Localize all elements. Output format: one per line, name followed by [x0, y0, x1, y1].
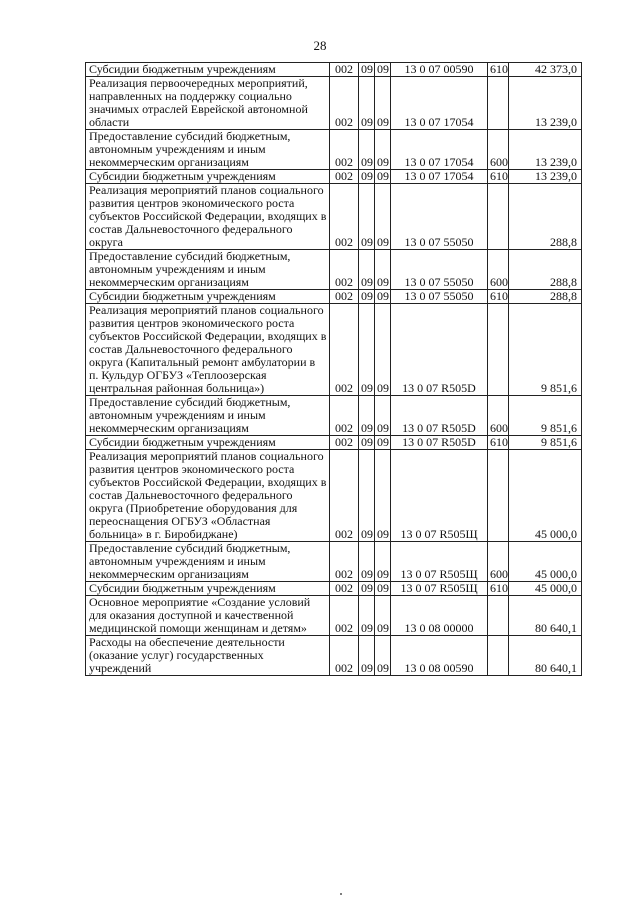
expense-type-cell: [488, 304, 509, 396]
table-row: [86, 582, 582, 596]
subsection-code-cell: 09: [375, 290, 391, 304]
ministry-code-cell: 002: [330, 596, 359, 636]
target-article-cell: 13 0 07 R505Щ: [391, 542, 488, 582]
subsection-code-cell: 09: [375, 436, 391, 450]
row-name-cell: Субсидии бюджетным учреждениям: [86, 582, 330, 596]
subsection-code-cell: 09: [375, 170, 391, 184]
expense-type-cell: 610: [488, 290, 509, 304]
row-name-cell: Предоставление субсидий бюджетным, автономным учреждениям и иным некоммерческим организациям: [86, 396, 330, 436]
amount-cell: 9 851,6: [509, 304, 582, 396]
section-code-cell: 09: [359, 582, 375, 596]
section-code-cell: 09: [359, 450, 375, 542]
ministry-code-cell: 002: [330, 250, 359, 290]
row-name-cell: Основное мероприятие «Создание условий для оказания доступной и качественной медицинской помощи женщинам и детям»: [86, 596, 330, 636]
amount-cell: 9 851,6: [509, 396, 582, 436]
ministry-code-cell: 002: [330, 184, 359, 250]
row-name-cell: Расходы на обеспечение деятельности (оказание услуг) государственных учреждений: [86, 636, 330, 676]
amount-cell: 45 000,0: [509, 450, 582, 542]
amount-cell: 45 000,0: [509, 582, 582, 596]
expense-type-cell: 600: [488, 250, 509, 290]
scan-speck: [340, 893, 342, 895]
table-row: [86, 450, 582, 542]
page-number: 28: [313, 38, 327, 53]
budget-table-body: [86, 63, 582, 676]
ministry-code-cell: 002: [330, 542, 359, 582]
expense-type-cell: 610: [488, 436, 509, 450]
target-article-cell: 13 0 07 17054: [391, 130, 488, 170]
table-row: [86, 184, 582, 250]
amount-cell: 13 239,0: [509, 77, 582, 130]
amount-cell: 288,8: [509, 250, 582, 290]
expense-type-cell: 610: [488, 63, 509, 77]
section-code-cell: 09: [359, 304, 375, 396]
table-row: [86, 77, 582, 130]
expense-type-cell: 610: [488, 582, 509, 596]
budget-table: [85, 62, 582, 676]
section-code-cell: 09: [359, 250, 375, 290]
row-name-cell: Субсидии бюджетным учреждениям: [86, 436, 330, 450]
ministry-code-cell: 002: [330, 636, 359, 676]
amount-cell: 13 239,0: [509, 130, 582, 170]
amount-cell: 45 000,0: [509, 542, 582, 582]
expense-type-cell: 600: [488, 542, 509, 582]
section-code-cell: 09: [359, 596, 375, 636]
target-article-cell: 13 0 07 R505Щ: [391, 582, 488, 596]
ministry-code-cell: 002: [330, 290, 359, 304]
expense-type-cell: [488, 450, 509, 542]
target-article-cell: 13 0 07 55050: [391, 184, 488, 250]
amount-cell: 80 640,1: [509, 636, 582, 676]
subsection-code-cell: 09: [375, 304, 391, 396]
expense-type-cell: [488, 77, 509, 130]
subsection-code-cell: 09: [375, 130, 391, 170]
target-article-cell: 13 0 07 R505Щ: [391, 450, 488, 542]
section-code-cell: 09: [359, 130, 375, 170]
target-article-cell: 13 0 07 55050: [391, 290, 488, 304]
amount-cell: 288,8: [509, 290, 582, 304]
amount-cell: 42 373,0: [509, 63, 582, 77]
table-row: [86, 304, 582, 396]
expense-type-cell: 610: [488, 170, 509, 184]
section-code-cell: 09: [359, 436, 375, 450]
table-row: [86, 436, 582, 450]
subsection-code-cell: 09: [375, 542, 391, 582]
section-code-cell: 09: [359, 636, 375, 676]
table-row: [86, 170, 582, 184]
ministry-code-cell: 002: [330, 77, 359, 130]
table-row: [86, 636, 582, 676]
target-article-cell: 13 0 07 R505D: [391, 304, 488, 396]
subsection-code-cell: 09: [375, 596, 391, 636]
table-row: [86, 250, 582, 290]
target-article-cell: 13 0 07 R505D: [391, 436, 488, 450]
section-code-cell: 09: [359, 170, 375, 184]
expense-type-cell: [488, 184, 509, 250]
section-code-cell: 09: [359, 396, 375, 436]
ministry-code-cell: 002: [330, 170, 359, 184]
subsection-code-cell: 09: [375, 396, 391, 436]
subsection-code-cell: 09: [375, 582, 391, 596]
row-name-cell: Предоставление субсидий бюджетным, автономным учреждениям и иным некоммерческим организациям: [86, 542, 330, 582]
table-row: [86, 63, 582, 77]
subsection-code-cell: 09: [375, 77, 391, 130]
row-name-cell: Предоставление субсидий бюджетным, автономным учреждениям и иным некоммерческим организациям: [86, 130, 330, 170]
row-name-cell: Реализация первоочередных мероприятий, направленных на поддержку социально значимых отраслей Еврейской автономной области: [86, 77, 330, 130]
subsection-code-cell: 09: [375, 63, 391, 77]
row-name-cell: Субсидии бюджетным учреждениям: [86, 63, 330, 77]
row-name-cell: Реализация мероприятий планов социального развития центров экономического роста субъектов Российской Федерации, входящих в состав Дальневосточного федерального округа (Приобретение оборудования для переоснащения ОГБУЗ «Областная больница» в г. Биробиджане): [86, 450, 330, 542]
row-name-cell: Реализация мероприятий планов социального развития центров экономического роста субъектов Российской Федерации, входящих в состав Дальневосточного федерального округа (Капитальный ремонт амбулатории в п. Кульдур ОГБУЗ «Теплоозерская центральная районная больница»): [86, 304, 330, 396]
target-article-cell: 13 0 07 R505D: [391, 396, 488, 436]
table-row: [86, 130, 582, 170]
section-code-cell: 09: [359, 542, 375, 582]
row-name-cell: Предоставление субсидий бюджетным, автономным учреждениям и иным некоммерческим организациям: [86, 250, 330, 290]
row-name-cell: Субсидии бюджетным учреждениям: [86, 290, 330, 304]
table-row: [86, 396, 582, 436]
section-code-cell: 09: [359, 77, 375, 130]
expense-type-cell: [488, 636, 509, 676]
subsection-code-cell: 09: [375, 184, 391, 250]
subsection-code-cell: 09: [375, 636, 391, 676]
target-article-cell: 13 0 07 17054: [391, 170, 488, 184]
target-article-cell: 13 0 07 17054: [391, 77, 488, 130]
subsection-code-cell: 09: [375, 250, 391, 290]
row-name-cell: Реализация мероприятий планов социального развития центров экономического роста субъектов Российской Федерации, входящих в состав Дальневосточного федерального округа: [86, 184, 330, 250]
expense-type-cell: 600: [488, 396, 509, 436]
target-article-cell: 13 0 08 00000: [391, 596, 488, 636]
target-article-cell: 13 0 07 55050: [391, 250, 488, 290]
target-article-cell: 13 0 08 00590: [391, 636, 488, 676]
ministry-code-cell: 002: [330, 396, 359, 436]
section-code-cell: 09: [359, 290, 375, 304]
amount-cell: 288,8: [509, 184, 582, 250]
amount-cell: 80 640,1: [509, 596, 582, 636]
section-code-cell: 09: [359, 63, 375, 77]
table-row: [86, 290, 582, 304]
ministry-code-cell: 002: [330, 436, 359, 450]
table-row: [86, 596, 582, 636]
ministry-code-cell: 002: [330, 582, 359, 596]
section-code-cell: 09: [359, 184, 375, 250]
amount-cell: 13 239,0: [509, 170, 582, 184]
row-name-cell: Субсидии бюджетным учреждениям: [86, 170, 330, 184]
amount-cell: 9 851,6: [509, 436, 582, 450]
ministry-code-cell: 002: [330, 130, 359, 170]
ministry-code-cell: 002: [330, 304, 359, 396]
ministry-code-cell: 002: [330, 63, 359, 77]
expense-type-cell: 600: [488, 130, 509, 170]
ministry-code-cell: 002: [330, 450, 359, 542]
target-article-cell: 13 0 07 00590: [391, 63, 488, 77]
expense-type-cell: [488, 596, 509, 636]
subsection-code-cell: 09: [375, 450, 391, 542]
table-row: [86, 542, 582, 582]
